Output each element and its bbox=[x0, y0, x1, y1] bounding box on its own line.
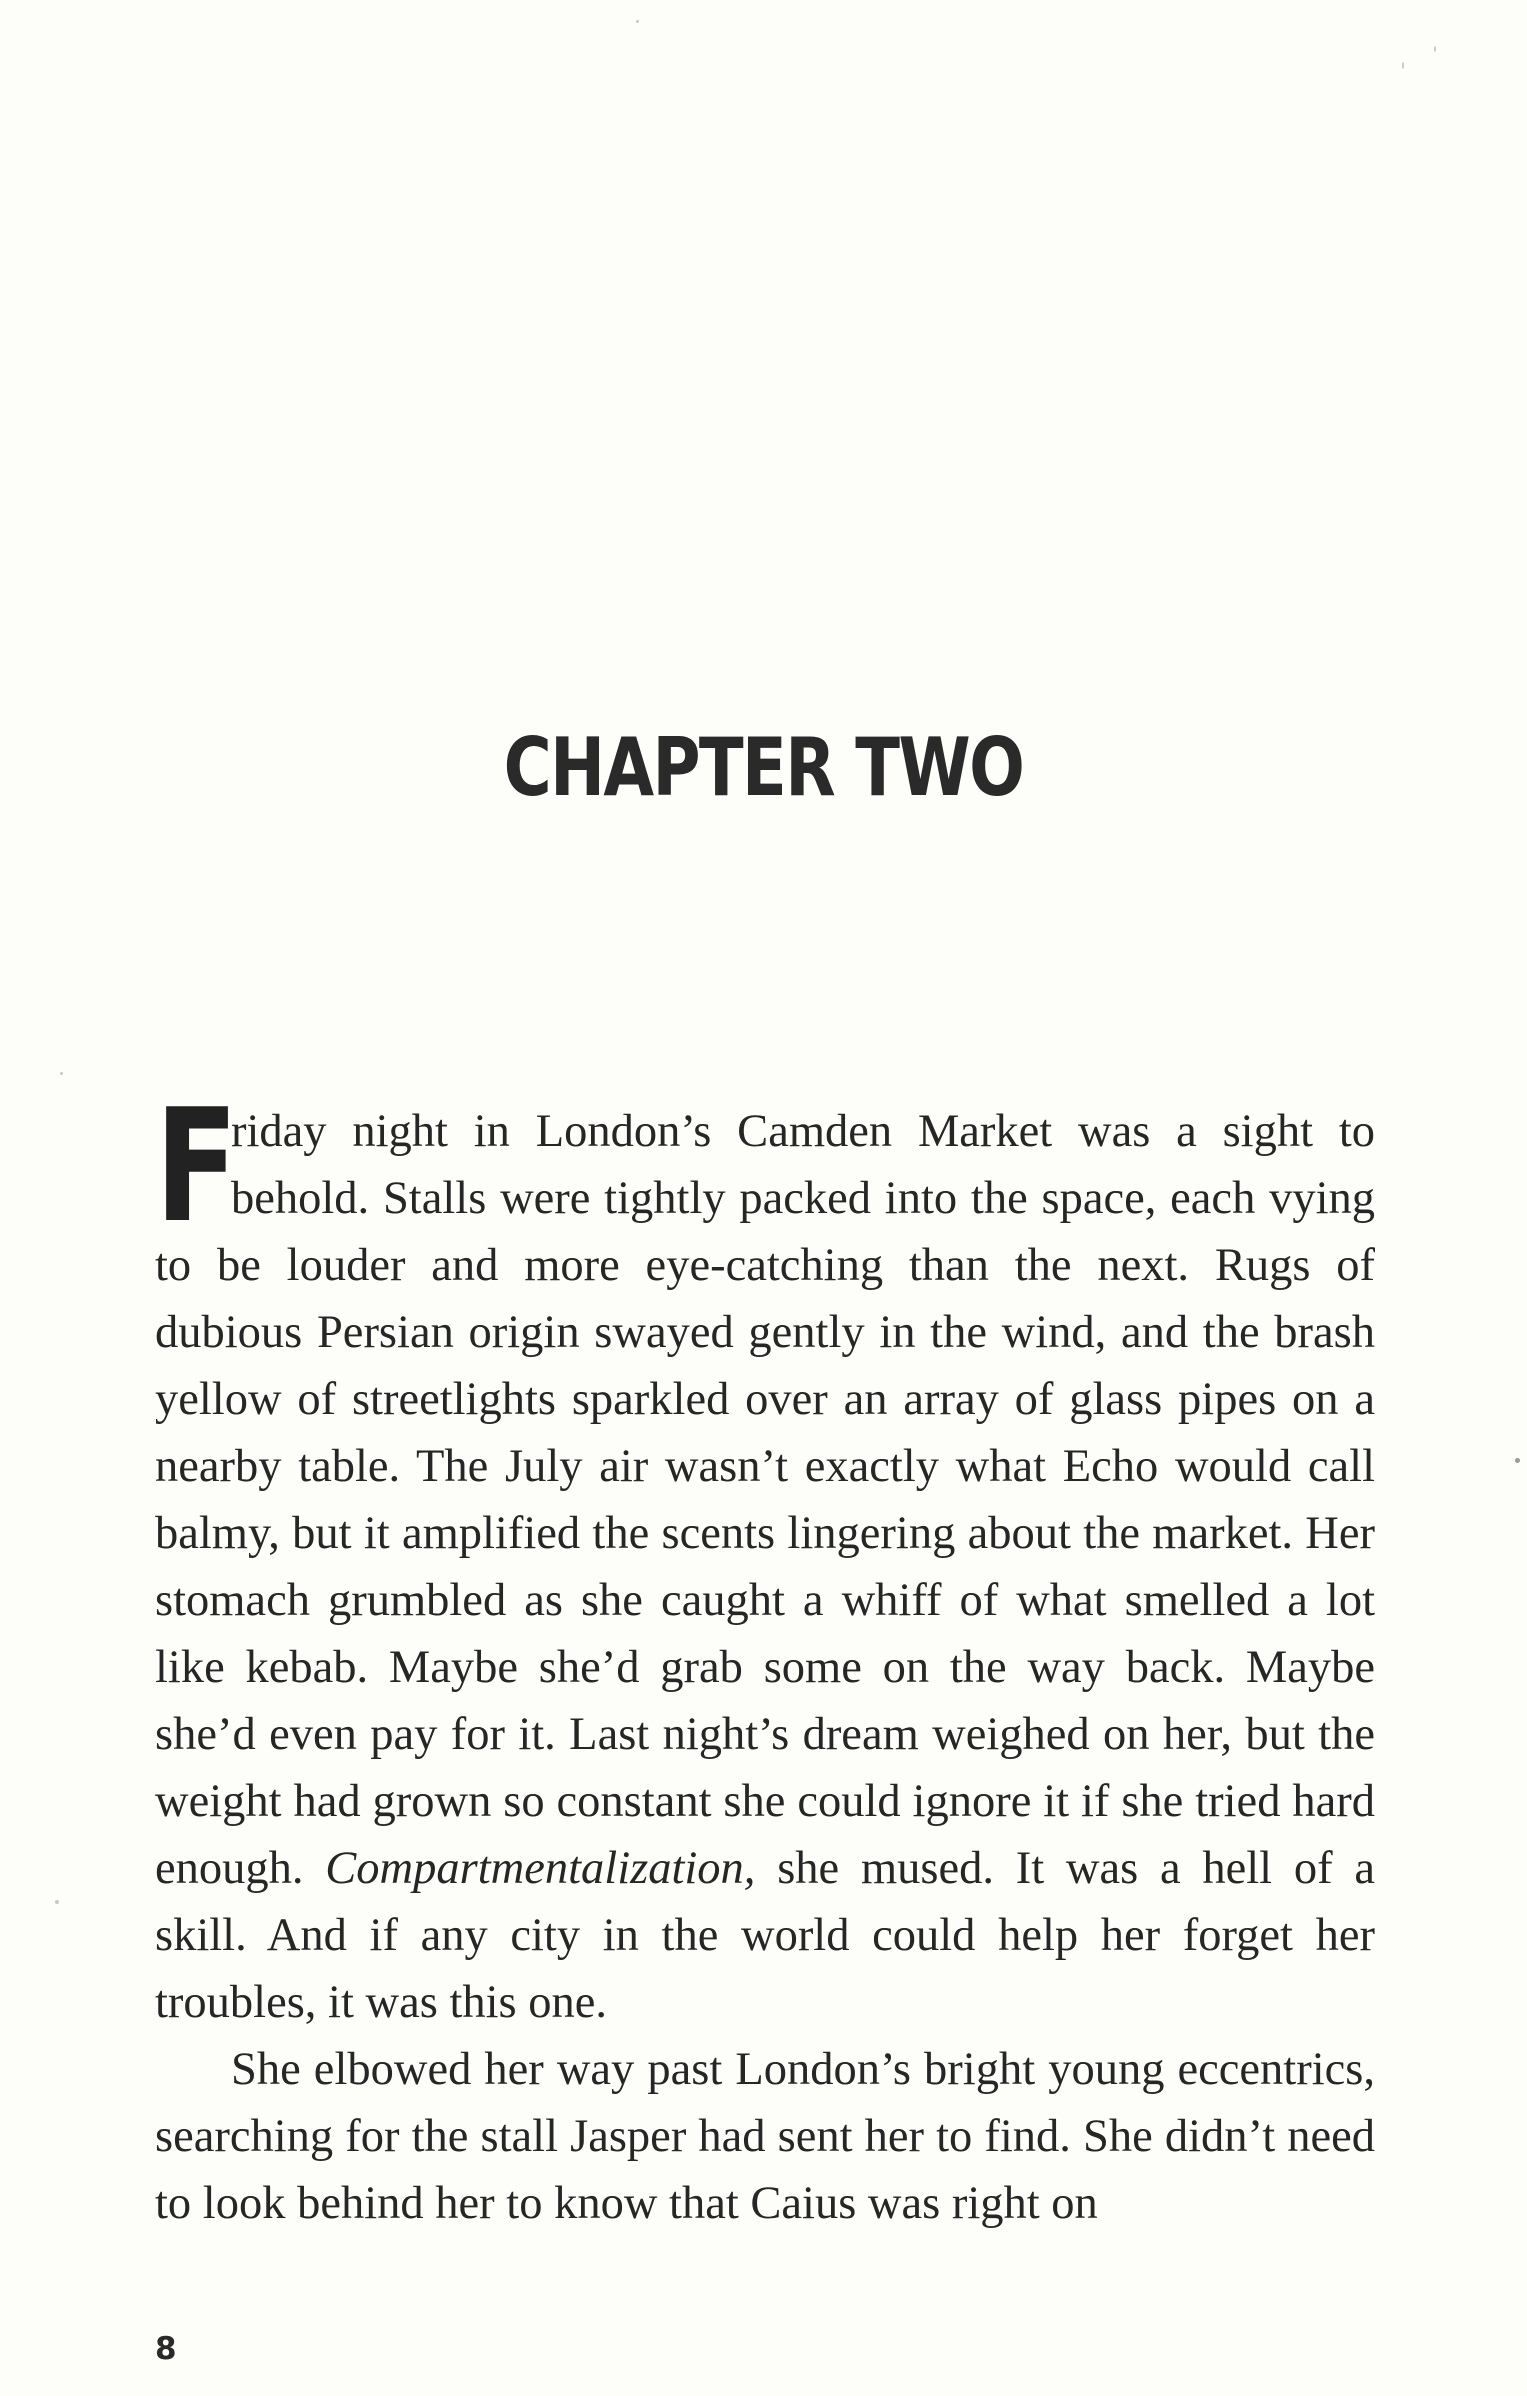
scan-speck bbox=[1515, 1458, 1520, 1463]
paragraph-2: She elbowed her way past London’s bright young eccentrics, searching for the stall Jasper had sent her to find. She didn’t need to look behind her to know that Caius was right on bbox=[155, 2044, 1375, 2229]
scan-speck bbox=[60, 1072, 63, 1075]
paragraph-1-text-after: she mused. It was a hell of a skill. And if any city in the world could help her forget her troubles, it was this one. bbox=[155, 1843, 1375, 2028]
chapter-title: CHAPTER TWO bbox=[503, 721, 1024, 814]
chapter-body bbox=[155, 1075, 1375, 2237]
paragraph-1-italic: Compartmentalization, bbox=[325, 1843, 756, 1894]
paragraph-1-text: riday night in London’s Camden Market was a sight to behold. Stalls were tightly packed into the space, each vying to be louder and more eye-catching than the next. Rugs of dubious Persian origin swayed gently in the wind, and the brash yellow of streetlights sparkled over an array of glass pipes on a nearby table. The July air wasn’t exactly what Echo would call balmy, but it amplified the scents lingering about the market. Her stomach grumbled as she caught a whiff of what smelled a lot like kebab. Maybe she’d grab some on the way back. Maybe she’d even pay for it. Last night’s dream weighed on her, but the weight had grown so constant she could ignore it if she tried hard enough. bbox=[155, 1106, 1375, 1894]
page-number: 8 bbox=[155, 2331, 177, 2367]
drop-cap: F bbox=[155, 1075, 239, 1257]
scan-speck bbox=[636, 20, 639, 23]
scan-speck bbox=[55, 1900, 59, 1904]
scan-speck bbox=[1402, 62, 1404, 69]
paragraph-1 bbox=[155, 1075, 1375, 2036]
scan-speck bbox=[1434, 46, 1436, 52]
